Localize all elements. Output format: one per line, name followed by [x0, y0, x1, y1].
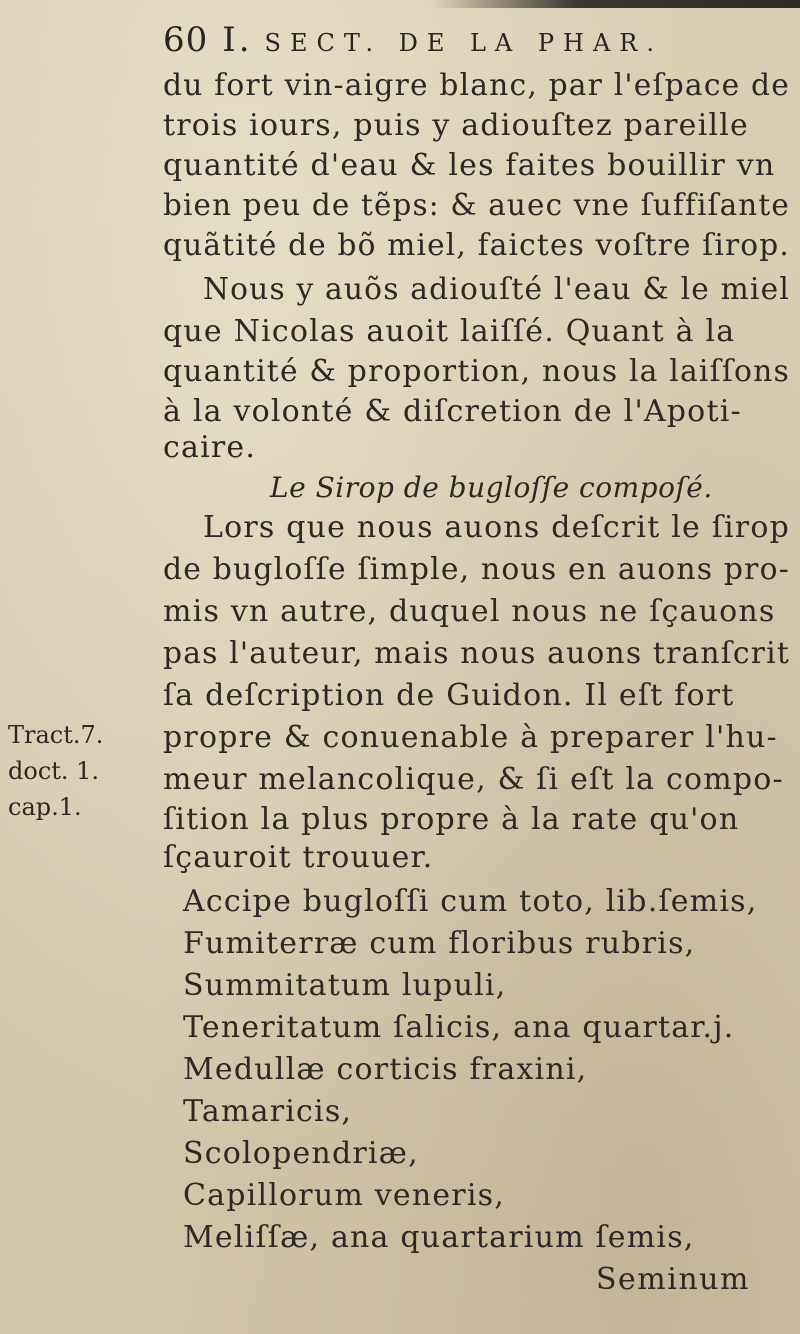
- text-line: meur melancolique, & ſi eſt la compo-: [163, 762, 784, 797]
- catchword: Seminum: [596, 1262, 750, 1297]
- text-line: pas l'auteur, mais nous auons tranſcrit: [163, 636, 791, 671]
- text-line: Lors que nous auons deſcrit le ſirop: [203, 510, 791, 545]
- text-line: bien peu de tẽps: & auec vne ſuffiſante: [163, 188, 790, 223]
- text-line: ſition la plus propre à la rate qu'on: [163, 802, 740, 837]
- recipe-line: Summitatum lupuli,: [183, 968, 507, 1003]
- margin-note: cap.1.: [8, 793, 82, 821]
- margin-note: doct. 1.: [8, 757, 100, 785]
- section-numeral: I.: [222, 20, 253, 60]
- text-line: quantité & proportion, nous la laiſſons: [163, 354, 791, 389]
- running-header: [163, 18, 783, 62]
- text-line: à la volonté & diſcretion de l'Apoti-: [163, 394, 742, 429]
- text-line: mis vn autre, duquel nous ne ſçauons: [163, 594, 776, 629]
- text-line: ſçauroit trouuer.: [163, 840, 434, 875]
- text-line: quãtité de bõ miel, faictes voſtre ſirop.: [163, 228, 790, 263]
- text-line: que Nicolas auoit laiſſé. Quant à la: [163, 314, 736, 349]
- section-title: SECT. DE LA PHAR.: [264, 29, 663, 57]
- recipe-line: Medullæ corticis fraxini,: [183, 1052, 588, 1087]
- text-line: du fort vin-aigre blanc, par l'eſpace de: [163, 68, 791, 103]
- page-edge-shadow: [430, 0, 800, 8]
- text-line: propre & conuenable à preparer l'hu-: [163, 720, 778, 755]
- recipe-line: Scolopendriæ,: [183, 1136, 419, 1171]
- recipe-line: Fumiterræ cum floribus rubris,: [183, 926, 696, 961]
- recipe-line: Capillorum veneris,: [183, 1178, 505, 1213]
- recipe-line: Tamaricis,: [183, 1094, 353, 1129]
- text-line: Nous y auõs adiouſté l'eau & le miel: [203, 272, 790, 307]
- text-line: de bugloſſe ſimple, nous en auons pro-: [163, 552, 790, 587]
- text-line: quantité d'eau & les faites bouillir vn: [163, 148, 776, 183]
- recipe-line: Accipe bugloſſi cum toto, lib.ſemis,: [183, 884, 758, 919]
- text-line: trois iours, puis y adiouſtez pareille: [163, 108, 749, 143]
- text-line: ſa deſcription de Guidon. Il eſt fort: [163, 678, 735, 713]
- recipe-line: Meliſſæ, ana quartarium ſemis,: [183, 1220, 695, 1255]
- page-number: 60: [163, 20, 209, 60]
- text-line: caire.: [163, 430, 257, 465]
- recipe-subtitle: Le Sirop de bugloſſe compoſé.: [270, 471, 713, 504]
- recipe-line: Teneritatum ſalicis, ana quartar.j.: [183, 1010, 735, 1045]
- margin-note: Tract.7.: [8, 721, 104, 749]
